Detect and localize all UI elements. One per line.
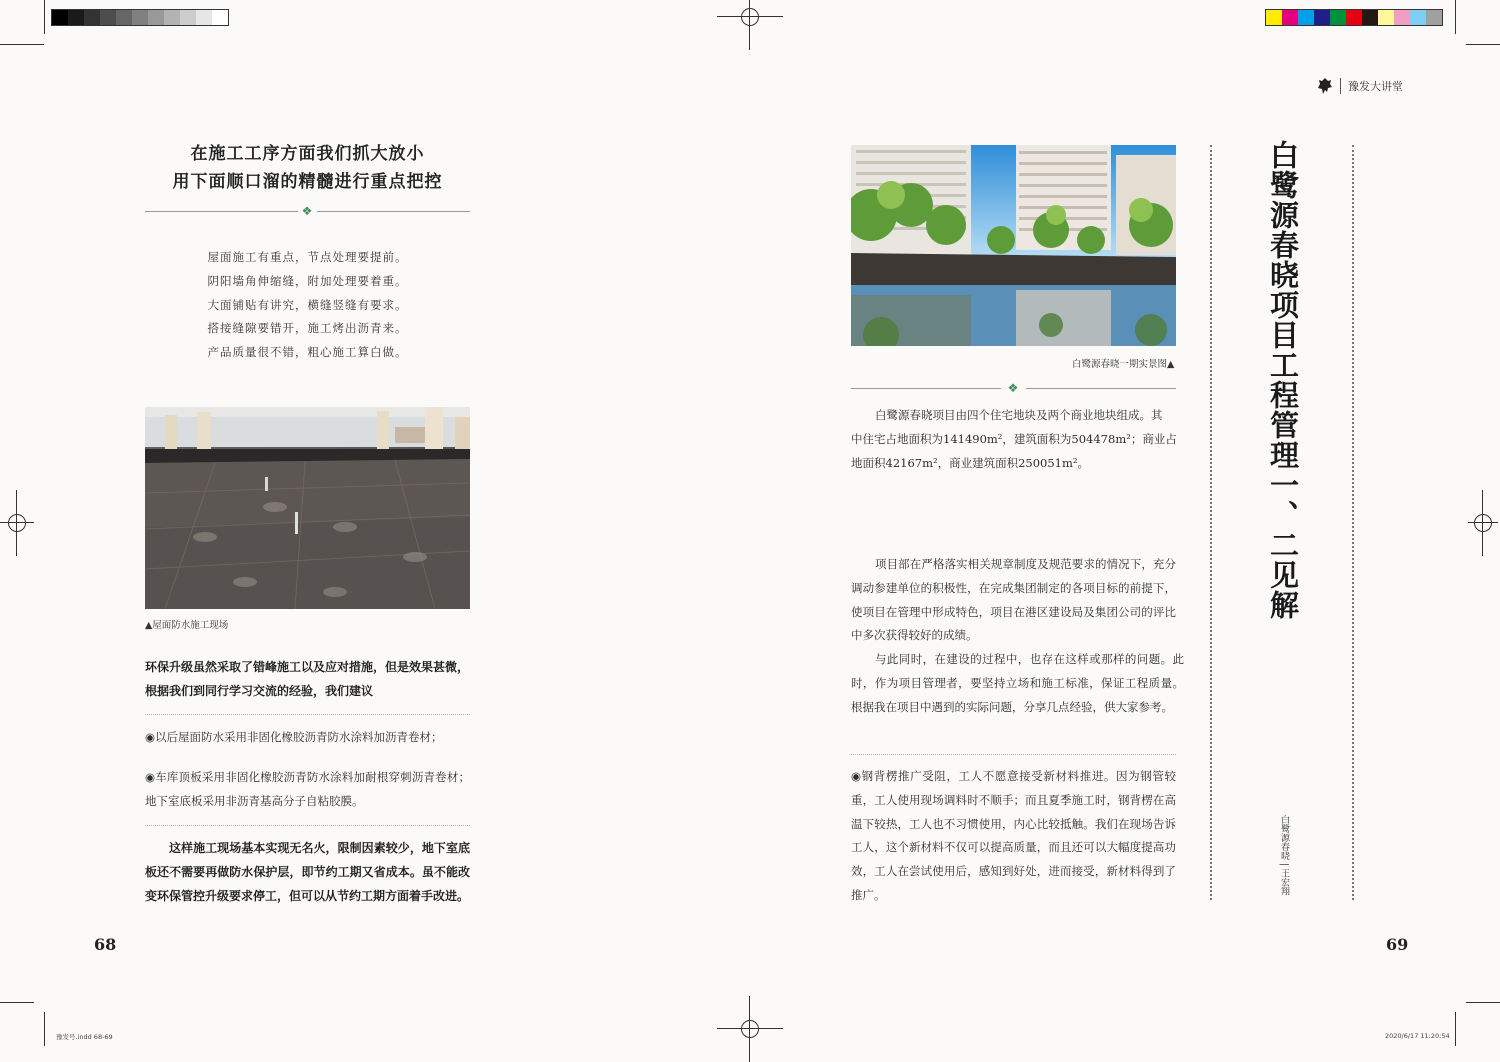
registration-mark-bottom <box>735 1014 765 1044</box>
color-swatch <box>180 10 196 25</box>
color-swatch <box>212 10 228 25</box>
verse-block <box>145 246 470 365</box>
project-estate-photo <box>851 145 1176 346</box>
left-bullet-2: ◉车库顶板采用非固化橡胶沥青防水涂料加耐根穿刺沥青卷材；地下室底板采用非沥青基高分子自粘胶膜。 <box>145 770 470 808</box>
color-swatch <box>196 10 212 25</box>
article-title: 白鹭源春晓项目工程管理一、二见解 <box>1266 140 1300 620</box>
registration-mark-right <box>1468 508 1498 538</box>
color-swatch <box>1298 10 1314 25</box>
color-swatch <box>1410 10 1426 25</box>
intro-line: 白鹭源春晓项目由四个住宅地块及两个商业地块组成。其 <box>875 408 1163 422</box>
left-bold-paragraph-2: 这样施工现场基本实现无名火，限制因素较少，地下室底板还不需要再做防水保护层，即节约工期又省成本。虽不能改变环保管控升级要求停工，但可以从节约工期方面着手改进。 <box>145 841 470 903</box>
vertical-rule-left <box>1210 145 1212 900</box>
project-intro <box>851 404 1181 475</box>
timestamp-slug: 2020/6/17 11:20:54 <box>1385 1032 1450 1040</box>
ornament-divider <box>851 381 1176 395</box>
color-swatch <box>1346 10 1362 25</box>
right-paragraph-2: 与此同时，在建设的过程中，也存在这样或那样的问题。此时，作为项目管理者，要坚持立场和施工标准，保证工程质量。根据我在项目中遇到的实际问题，分享几点经验，供大家参考。 <box>851 652 1184 714</box>
dotted-separator <box>145 825 470 826</box>
diamond-ornament-icon: ❖ <box>301 204 313 218</box>
right-bullet: ◉钢背楞推广受阻，工人不愿意接受新材料推进。因为钢管较重，工人使用现场调料时不顺手；而且夏季施工时，钢背楞在高温下较热，工人也不习惯使用，内心比较抵触。我们在现场告诉工人，这个新材料不仅可以提高质量，而且还可以大幅度提高功效，工人在尝试使用后，感知到好处，进而接受，新材料得到了推广。 <box>851 769 1176 902</box>
gray-color-bar <box>51 9 229 26</box>
color-swatch <box>84 10 100 25</box>
ornament-divider <box>145 204 470 218</box>
left-page-heading <box>145 140 470 196</box>
verse-line: 阴阳墙角伸缩缝，附加处理要着重。 <box>207 273 408 288</box>
left-bullet-1: ◉以后屋面防水采用非固化橡胶沥青防水涂料加沥青卷材； <box>145 730 443 744</box>
color-swatch <box>132 10 148 25</box>
file-info-slug: 豫发号.indd 68-69 <box>56 1033 113 1041</box>
color-swatch <box>1314 10 1330 25</box>
color-swatch <box>1362 10 1378 25</box>
verse-line: 屋面施工有重点，节点处理要提前。 <box>207 250 408 264</box>
heading-line-2: 用下面顺口溜的精髓进行重点把控 <box>172 172 443 192</box>
brand-header <box>1318 76 1403 96</box>
roof-waterproofing-photo <box>145 407 470 609</box>
brand-separator <box>1340 78 1341 94</box>
roof-photo-caption: ▲屋面防水施工现场 <box>145 620 229 631</box>
registration-mark-left <box>2 508 32 538</box>
registration-mark-top <box>735 2 765 32</box>
color-swatch <box>164 10 180 25</box>
verse-line: 大面铺贴有讲究，横缝竖缝有要求。 <box>207 297 408 312</box>
color-swatch <box>1330 10 1346 25</box>
verse-line: 产品质量很不错，粗心施工算白做。 <box>207 345 408 360</box>
verse-line: 搭接缝隙要错开，施工烤出沥青来。 <box>207 321 408 336</box>
cmyk-color-bar <box>1265 9 1443 26</box>
color-swatch <box>1282 10 1298 25</box>
brand-logo-icon <box>1318 78 1332 94</box>
heading-line-1: 在施工工序方面我们抓大放小 <box>190 144 425 164</box>
diamond-ornament-icon: ❖ <box>1007 381 1019 395</box>
color-swatch <box>1426 10 1442 25</box>
color-swatch <box>1394 10 1410 25</box>
left-bold-paragraph-1: 环保升级虽然采取了错峰施工以及应对措施，但是效果甚微，根据我们到同行学习交流的经验，我们建议 <box>145 660 470 698</box>
color-swatch <box>100 10 116 25</box>
vertical-rule-right <box>1352 145 1354 900</box>
article-author: 白鹭源春晓 | 王宏翔 <box>1279 815 1289 896</box>
right-paragraph-1: 项目部在严格落实相关规章制度及规范要求的情况下，充分调动参建单位的积极性，在完成集团制定的各项目标的前提下，使项目在管理中形成特色，项目在港区建设局及集团公司的评比中多次获得较好的成绩。 <box>851 557 1176 643</box>
color-swatch <box>68 10 84 25</box>
color-swatch <box>148 10 164 25</box>
color-swatch <box>1378 10 1394 25</box>
dotted-separator <box>145 714 470 715</box>
color-swatch <box>1266 10 1282 25</box>
page-number-right: 69 <box>1386 935 1409 954</box>
intro-line: 中住宅占地面积为141490m²，建筑面积为504478m²；商业占 <box>851 431 1177 446</box>
color-swatch <box>116 10 132 25</box>
intro-line: 地面积42167m²，商业建筑面积250051m²。 <box>851 455 1090 470</box>
estate-photo-caption: 白鹭源春晓一期实景图▲ <box>1072 359 1175 370</box>
dotted-separator <box>851 754 1176 755</box>
page-number-left: 68 <box>94 935 117 954</box>
color-swatch <box>52 10 68 25</box>
brand-name: 豫发大讲堂 <box>1348 80 1403 93</box>
